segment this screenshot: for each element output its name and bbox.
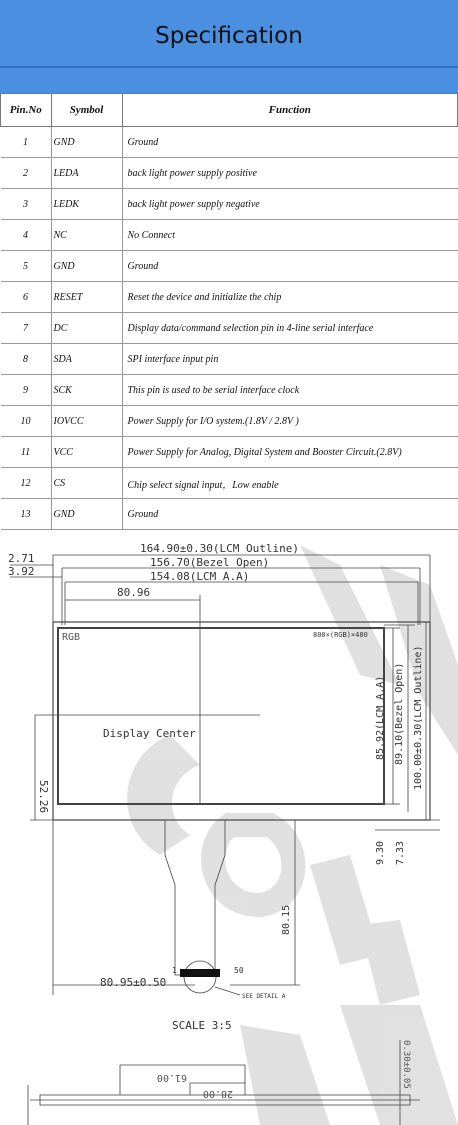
scale-label: SCALE 3:5 [172,1019,232,1032]
pin-number: 4 [1,220,52,251]
pin-symbol: IOVCC [51,406,122,437]
pin-symbol: GND [51,499,122,530]
pin-symbol: DC [51,313,122,344]
pin-function: Display data/command selection pin in 4-line serial interface [122,313,458,344]
dim-bezel-height: 89.10(Bezel Open) [394,662,405,765]
see-detail-label: SEE DETAIL A [242,993,286,1000]
pin-number: 9 [1,375,52,406]
pin-symbol: GND [51,127,122,158]
dim-fpc-length: 80.15 [281,904,292,935]
dim-left-1: 2.71 [8,552,35,565]
pin-table [0,93,458,530]
mechanical-drawing [0,525,458,1125]
header-symbol: Symbol [51,94,122,127]
dim-left-2: 3.92 [8,565,35,578]
pin-function: This pin is used to be serial interface clock [122,375,458,406]
dim-fpc-x: 80.95±0.50 [100,976,167,989]
dim-outline-height: 100.00±0.30(LCM Outline) [413,645,424,790]
pin-number: 2 [1,158,52,189]
table-row [1,375,458,406]
pin-first-label: 1 [172,966,177,975]
pin-function: Ground [122,499,458,530]
pin-number: 3 [1,189,52,220]
dim-outline-width: 164.90±0.30(LCM Outline) [140,542,299,555]
dim-9-30: 9.30 [375,840,386,865]
pin-number: 10 [1,406,52,437]
table-row [1,189,458,220]
pin-function: Power Supply for I/O system.(1.8V / 2.8V ) [122,406,458,437]
pin-table-header [1,94,458,127]
table-row [1,437,458,468]
pin-symbol: SCK [51,375,122,406]
pin-symbol: GND [51,251,122,282]
pin-number: 5 [1,251,52,282]
dim-center-y: 52.26 [37,780,50,814]
pin-symbol: SDA [51,344,122,375]
table-row [1,313,458,344]
pin-symbol: NC [51,220,122,251]
table-row [1,344,458,375]
dim-side-1: 61.00 [156,1072,187,1083]
label-rgb: RGB [62,632,81,643]
header-pin-no: Pin.No [1,94,52,127]
dim-aa-width: 154.08(LCM A.A) [150,570,250,583]
dim-7-33: 7.33 [395,840,406,865]
dim-center-x: 80.96 [117,586,151,599]
banner-subbar [0,66,458,94]
pin-number: 13 [1,499,52,530]
dim-aa-height: 85.92(LCM A.A) [375,675,386,760]
table-row [1,468,458,499]
pin-symbol: VCC [51,437,122,468]
pin-function: back light power supply positive [122,158,458,189]
pin-function: Power Supply for Analog, Digital System and Booster Circuit.(2.8V) [122,437,458,468]
pin-number: 12 [1,468,52,499]
label-display-center: Display Center [103,727,196,740]
pin-symbol: CS [51,468,122,499]
pin-function: Chip select signal input，Low enable [122,468,458,499]
title-banner [0,0,458,66]
pin-number: 8 [1,344,52,375]
fpc-pad-strip [180,969,220,977]
pin-number: 1 [1,127,52,158]
dim-bezel-width: 156.70(Bezel Open) [150,556,270,569]
table-row [1,220,458,251]
pin-symbol: LEDK [51,189,122,220]
header-function: Function [122,94,458,127]
table-row [1,127,458,158]
table-row [1,406,458,437]
label-resolution: 800×(RGB)×480 [313,631,368,639]
table-row [1,158,458,189]
pin-number: 6 [1,282,52,313]
page-title: Specification [155,23,303,49]
pin-function: SPI interface input pin [122,344,458,375]
pin-symbol: RESET [51,282,122,313]
pin-number: 11 [1,437,52,468]
pin-function: Reset the device and initialize the chip [122,282,458,313]
dim-side-2: 28.00 [202,1088,233,1099]
table-row [1,282,458,313]
table-row [1,251,458,282]
dim-thickness: 0.30±0.05 [401,1040,411,1089]
pin-function: back light power supply negative [122,189,458,220]
pin-function: No Connect [122,220,458,251]
pin-symbol: LEDA [51,158,122,189]
pin-function: Ground [122,127,458,158]
pin-number: 7 [1,313,52,344]
pin-last-label: 50 [234,966,244,975]
pin-function: Ground [122,251,458,282]
watermark-text: MG Confid [0,525,6,526]
